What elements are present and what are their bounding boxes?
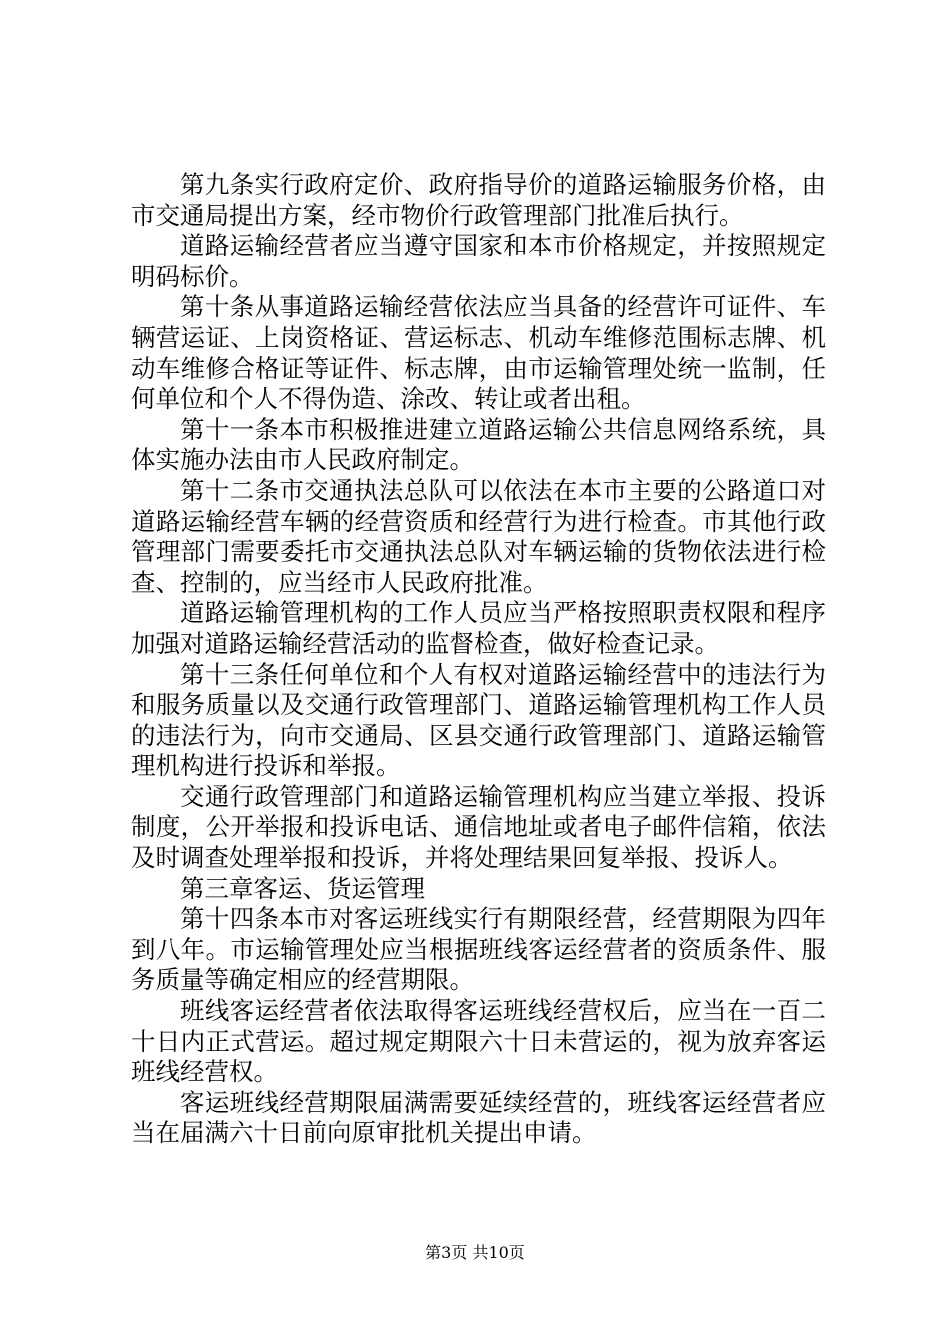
paragraph: 第十一条本市积极推进建立道路运输公共信息网络系统，具体实施办法由市人民政府制定。: [131, 414, 826, 475]
page-number: 第3页 共10页: [425, 1243, 525, 1262]
paragraph: 第十条从事道路运输经营依法应当具备的经营许可证件、车辆营运证、上岗资格证、营运标志、机动车维修范围标志牌、机动车维修合格证等证件、标志牌，由市运输管理处统一监制，任何单位和个人不得伪造、涂改、转让或者出租。: [131, 292, 826, 414]
paragraph: 班线客运经营者依法取得客运班线经营权后，应当在一百二十日内正式营运。超过规定期限六十日未营运的，视为放弃客运班线经营权。: [131, 996, 826, 1087]
paragraph: 第十三条任何单位和个人有权对道路运输经营中的违法行为和服务质量以及交通行政管理部门、道路运输管理机构工作人员的违法行为，向市交通局、区县交通行政管理部门、道路运输管理机构进行投诉和举报。: [131, 659, 826, 781]
paragraph: 道路运输经营者应当遵守国家和本市价格规定，并按照规定明码标价。: [131, 231, 826, 291]
paragraph: 第十二条市交通执法总队可以依法在本市主要的公路道口对道路运输经营车辆的经营资质和经营行为进行检查。市其他行政管理部门需要委托市交通执法总队对车辆运输的货物依法进行检查、控制的，应当经市人民政府批准。: [131, 475, 826, 597]
document-body: [131, 170, 826, 1149]
paragraph: 客运班线经营期限届满需要延续经营的，班线客运经营者应当在届满六十日前向原审批机关提出申请。: [131, 1087, 826, 1148]
paragraph: 交通行政管理部门和道路运输管理机构应当建立举报、投诉制度，公开举报和投诉电话、通信地址或者电子邮件信箱，依法及时调查处理举报和投诉，并将处理结果回复举报、投诉人。: [131, 781, 826, 873]
paragraph: 第九条实行政府定价、政府指导价的道路运输服务价格，由市交通局提出方案，经市物价行政管理部门批准后执行。: [131, 170, 826, 230]
chapter-heading: 第三章客运、货运管理: [180, 873, 425, 903]
paragraph: 道路运输管理机构的工作人员应当严格按照职责权限和程序加强对道路运输经营活动的监督检查，做好检查记录。: [131, 598, 826, 658]
page-footer: [0, 1243, 950, 1263]
paragraph: 第十四条本市对客运班线实行有期限经营，经营期限为四年到八年。市运输管理处应当根据班线客运经营者的资质条件、服务质量等确定相应的经营期限。: [131, 904, 826, 995]
